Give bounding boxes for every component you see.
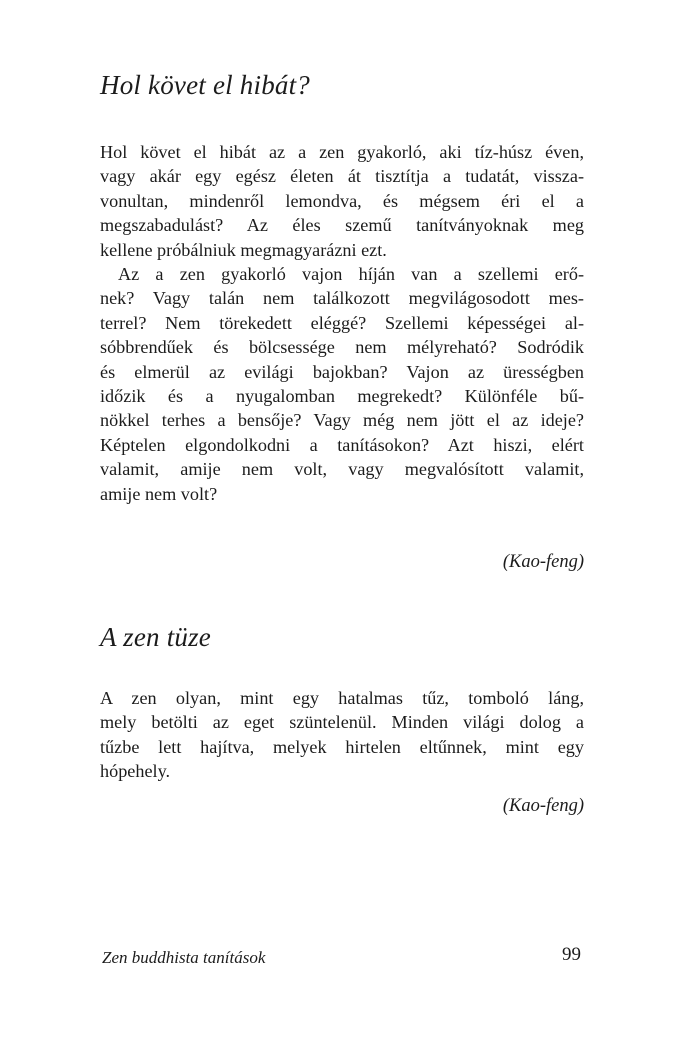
text-line: Képtelen elgondolkodni a tanításokon? Azt hiszi, elért — [100, 434, 584, 455]
text-line: valamit, amije nem volt, vagy megvalósított valamit, — [100, 459, 584, 480]
text-line: nökkel terhes a bensője? Vagy még nem jött el az ideje? — [100, 410, 584, 431]
text-line: hópehely. — [100, 761, 171, 782]
text-line: nek? Vagy talán nem találkozott megvilágosodott mes- — [100, 288, 584, 309]
section-heading: Hol követ el hibát? — [100, 70, 310, 100]
paragraph — [100, 686, 584, 784]
text-line: kellene próbálniuk megmagyarázni ezt. — [100, 239, 387, 260]
running-footer-title: Zen buddhista tanítások — [102, 948, 266, 967]
section-heading: A zen tüze — [100, 622, 211, 652]
attribution: (Kao-feng) — [502, 552, 584, 572]
text-line: A zen olyan, mint egy hatalmas tűz, tomboló láng, — [100, 688, 584, 708]
paragraph — [100, 140, 584, 262]
text-line: sóbbrendűek és bölcsessége nem mélyreható? Sodródik — [100, 337, 584, 358]
text-line: vonultan, mindenről lemondva, és mégsem éri el a — [100, 190, 584, 211]
text-line: tűzbe lett hajítva, melyek hirtelen eltűnnek, mint egy — [100, 736, 584, 757]
text-line: amije nem volt? — [100, 483, 218, 504]
attribution: (Kao-feng) — [502, 796, 584, 816]
text-line: Az a zen gyakorló vajon híján van a szellemi erő- — [118, 264, 584, 284]
paragraph — [100, 262, 584, 506]
text-line: vagy akár egy egész életen át tisztítja a tudatát, vissza- — [100, 166, 584, 187]
text-line: időzik és a nyugalomban megrekedt? Különféle bű- — [100, 386, 584, 407]
text-line: terrel? Nem törekedett eléggé? Szellemi képességei al- — [100, 312, 584, 333]
text-line: Hol követ el hibát az a zen gyakorló, aki tíz-húsz éven, — [100, 142, 584, 162]
text-line: és elmerül az evilági bajokban? Vajon az ürességben — [100, 361, 584, 382]
text-line: megszabadulást? Az éles szemű tanítványoknak meg — [100, 215, 584, 236]
text-line: mely betölti az eget szüntelenül. Minden világi dolog a — [100, 712, 584, 733]
page-number: 99 — [562, 944, 581, 965]
